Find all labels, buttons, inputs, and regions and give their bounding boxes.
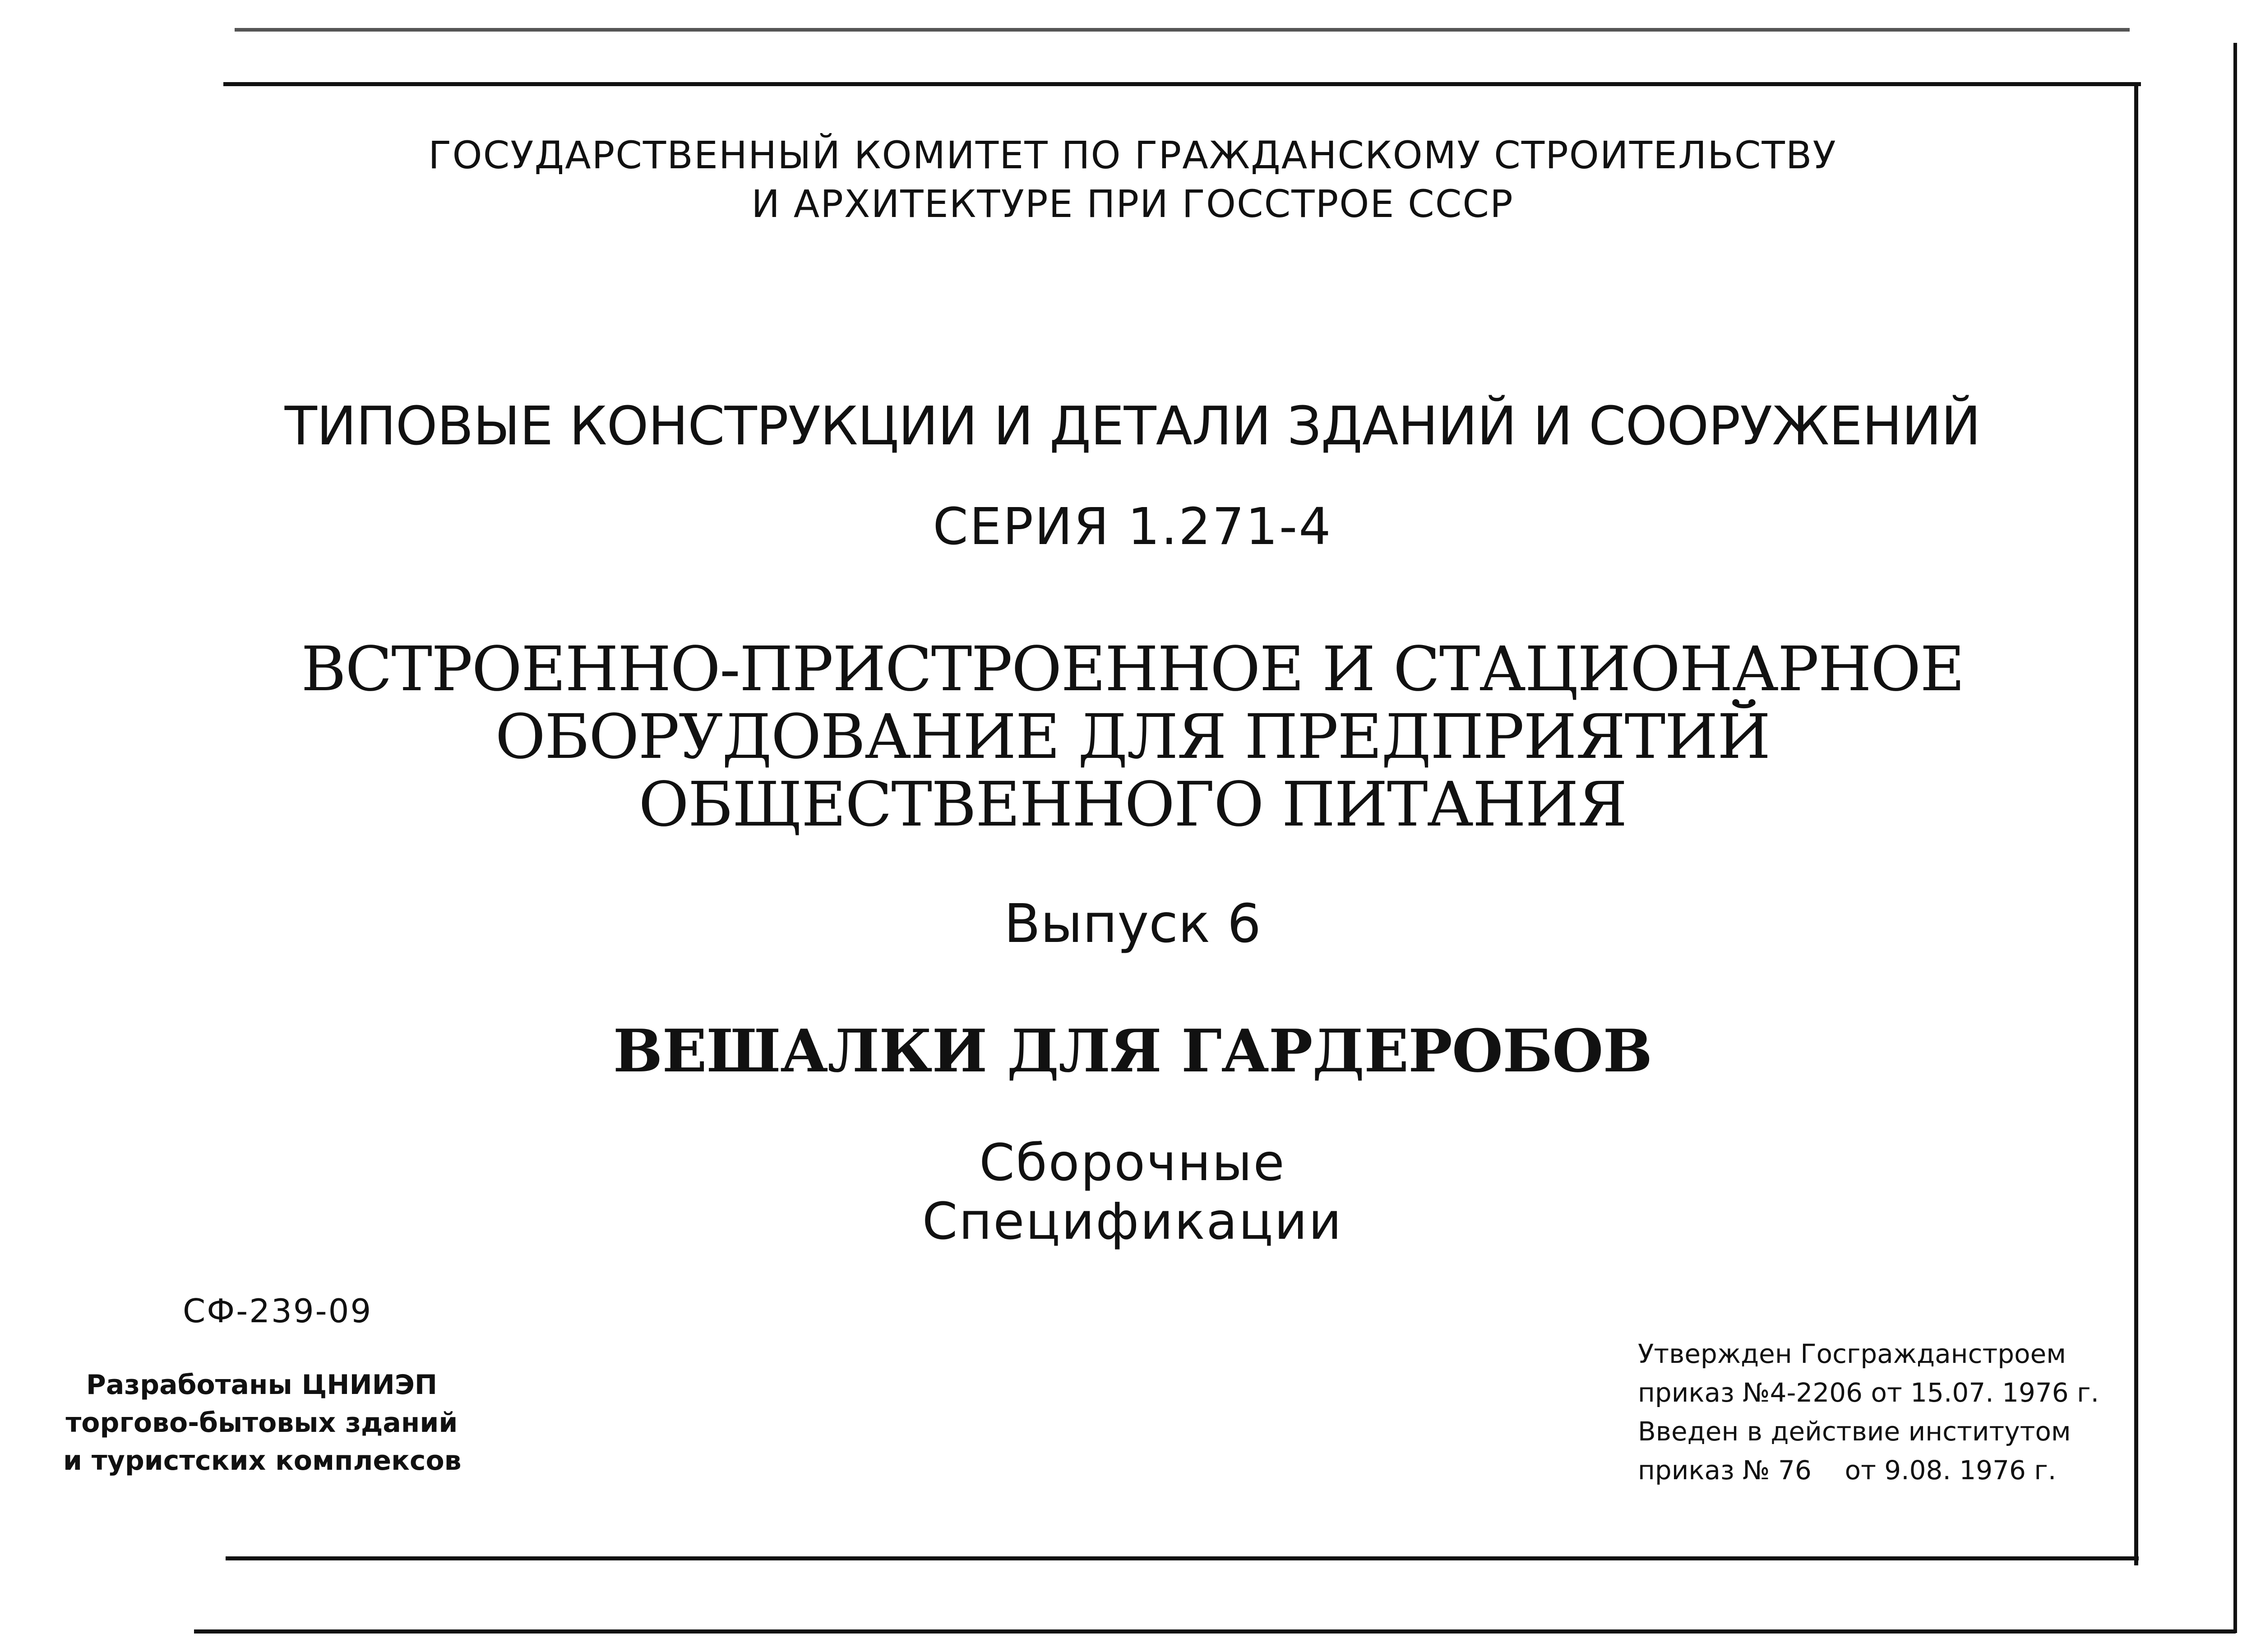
- subject-title: ВЕШАЛКИ ДЛЯ ГАРДЕРОБОВ: [613, 1016, 1652, 1085]
- outer-bottom-border: [194, 1629, 2236, 1634]
- approval-line-2: приказ №4-2206 от 15.07. 1976 г.: [1638, 1377, 2099, 1408]
- document-code: СФ-239-09: [183, 1292, 373, 1330]
- developer-line-2: торгово-бытовых зданий: [65, 1407, 458, 1439]
- approval-line-4: приказ № 76 от 9.08. 1976 г.: [1638, 1455, 2057, 1486]
- series-number: СЕРИЯ 1.271-4: [933, 498, 1332, 556]
- main-title-line-3: ОБЩЕСТВЕННОГО ПИТАНИЯ: [638, 769, 1627, 840]
- developer-line-1: Разработаны ЦНИИЭП: [86, 1369, 438, 1401]
- frame-bottom-border: [226, 1556, 2139, 1560]
- approval-line-3: Введен в действие институтом: [1638, 1416, 2071, 1447]
- frame-top-border: [223, 82, 2141, 86]
- main-title-line-2: ОБОРУДОВАНИЕ ДЛЯ ПРЕДПРИЯТИЙ: [495, 701, 1770, 773]
- developer-line-3: и туристских комплексов: [63, 1445, 462, 1477]
- document-kind-line-1: Сборочные: [979, 1134, 1286, 1192]
- committee-line-2: И АРХИТЕКТУРЕ ПРИ ГОССТРОЕ СССР: [751, 182, 1514, 226]
- document-kind-line-2: Спецификации: [922, 1192, 1343, 1251]
- series-title: ТИПОВЫЕ КОНСТРУКЦИИ И ДЕТАЛИ ЗДАНИЙ И СООРУЖЕНИЙ: [284, 395, 1981, 457]
- issue-number: Выпуск 6: [1004, 892, 1261, 955]
- committee-line-1: ГОСУДАРСТВЕННЫЙ КОМИТЕТ ПО ГРАЖДАНСКОМУ СТРОИТЕЛЬСТВУ: [428, 133, 1837, 177]
- top-edge-line: [235, 28, 2130, 32]
- approval-line-1: Утвержден Госгражданстроем: [1638, 1338, 2066, 1369]
- main-title-line-1: ВСТРОЕННО-ПРИСТРОЕННОЕ И СТАЦИОНАРНОЕ: [301, 634, 1964, 705]
